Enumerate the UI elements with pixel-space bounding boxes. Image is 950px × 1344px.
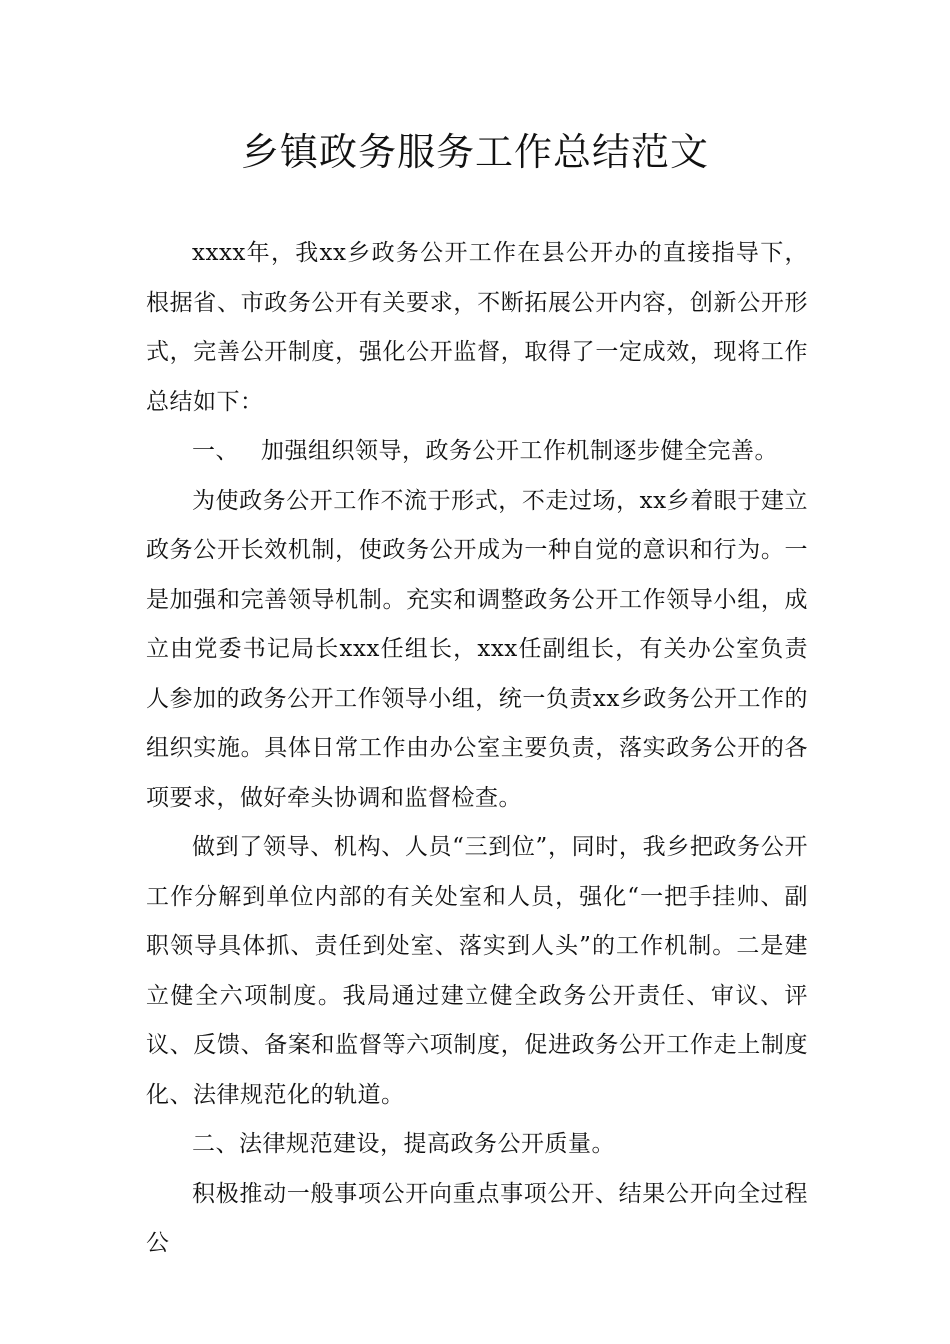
intro-block bbox=[146, 229, 808, 427]
section-1-heading-line bbox=[146, 427, 808, 477]
intro-paragraph: xxxx年，我xx乡政务公开工作在县公开办的直接指导下，根据省、市政务公开有关要求，不断拓展公开内容，创新公开形式，完善公开制度，强化公开监督，取得了一定成效，现将工作总结如下： bbox=[146, 240, 808, 415]
section-1-number: 一、 bbox=[192, 438, 239, 464]
section-2-paragraph-1: 积极推动一般事项公开向重点事项公开、结果公开向全过程公 bbox=[146, 1180, 808, 1256]
section-2-heading: 二、法律规范建设，提高政务公开质量。 bbox=[192, 1131, 615, 1157]
section-1-paragraph-1: 为使政务公开工作不流于形式，不走过场，xx乡着眼于建立政务公开长效机制，使政务公开成为一种自觉的意识和行为。一是加强和完善领导机制。充实和调整政务公开工作领导小组，成立由党委书记局长xxx任组长，xxx任副组长，有关办公室负责人参加的政务公开工作领导小组，统一负责xx乡政务公开工作的组织实施。具体日常工作由办公室主要负责，落实政务公开的各项要求，做好牵头协调和监督检查。 bbox=[146, 487, 808, 811]
section-1 bbox=[146, 427, 808, 1269]
section-1-heading: 加强组织领导，政务公开工作机制逐步健全完善。 bbox=[261, 438, 778, 464]
section-1-paragraph-2: 做到了领导、机构、人员“三到位”，同时，我乡把政务公开工作分解到单位内部的有关处室和人员，强化“一把手挂帅、副职领导具体抓、责任到处室、落实到人头”的工作机制。二是建立健全六项制度。我局通过建立健全政务公开责任、审议、评议、反馈、备案和监督等六项制度，促进政务公开工作走上制度化、法律规范化的轨道。 bbox=[146, 834, 808, 1108]
document-title: 乡镇政务服务工作总结范文 bbox=[240, 130, 709, 174]
